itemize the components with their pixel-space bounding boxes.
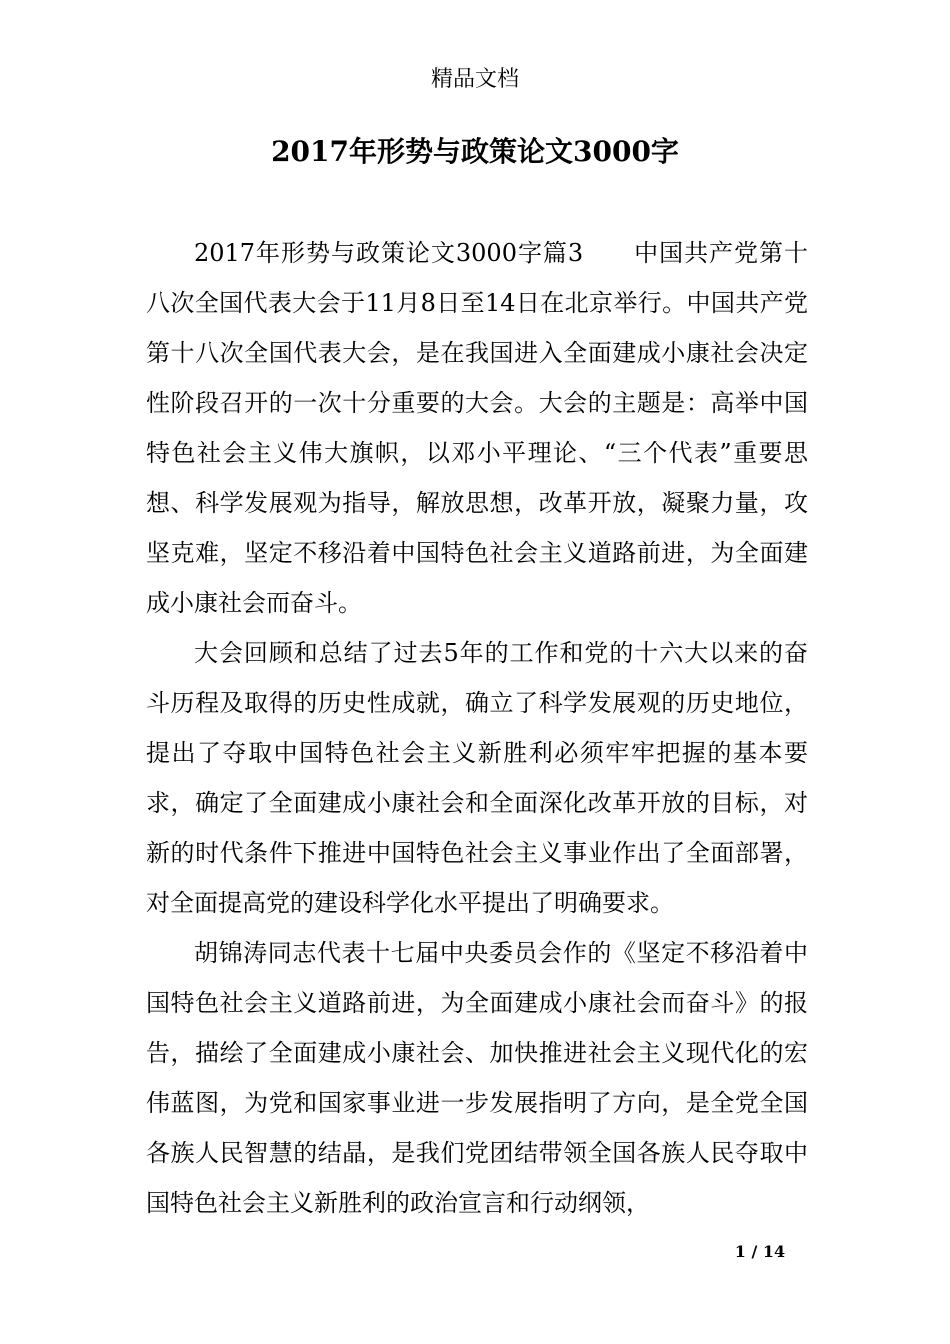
document-title: 2017年形势与政策论文3000字 (271, 135, 679, 168)
page-header: 精品文档 (430, 67, 519, 92)
document-body (146, 228, 808, 1228)
paragraph-1: 2017年形势与政策论文3000字篇3 中国共产党第十八次全国代表大会于11月8日至14日在北京举行。中国共产党第十八次全国代表大会，是在我国进入全面建成小康社会决定性阶段召开的一次十分重要的大会。大会的主题是：高举中国特色社会主义伟大旗帜，以邓小平理论、“三个代表”重要思想、科学发展观为指导，解放思想，改革开放，凝聚力量，攻坚克难，坚定不移沿着中国特色社会主义道路前进，为全面建成小康社会而奋斗。 (146, 239, 808, 617)
page-number: 1 / 14 (734, 1242, 786, 1261)
paragraph-2: 大会回顾和总结了过去5年的工作和党的十六大以来的奋斗历程及取得的历史性成就，确立了科学发展观的历史地位，提出了夺取中国特色社会主义新胜利必须牢牢把握的基本要求，确定了全面建成小康社会和全面深化改革开放的目标，对新的时代条件下推进中国特色社会主义事业作出了全面部署，对全面提高党的建设科学化水平提出了明确要求。 (146, 639, 808, 917)
paragraph-3: 胡锦涛同志代表十七届中央委员会作的《坚定不移沿着中国特色社会主义道路前进，为全面建成小康社会而奋斗》的报告，描绘了全面建成小康社会、加快推进社会主义现代化的宏伟蓝图，为党和国家事业进一步发展指明了方向，是全党全国各族人民智慧的结晶，是我们党团结带领全国各族人民夺取中国特色社会主义新胜利的政治宣言和行动纲领， (146, 939, 808, 1217)
